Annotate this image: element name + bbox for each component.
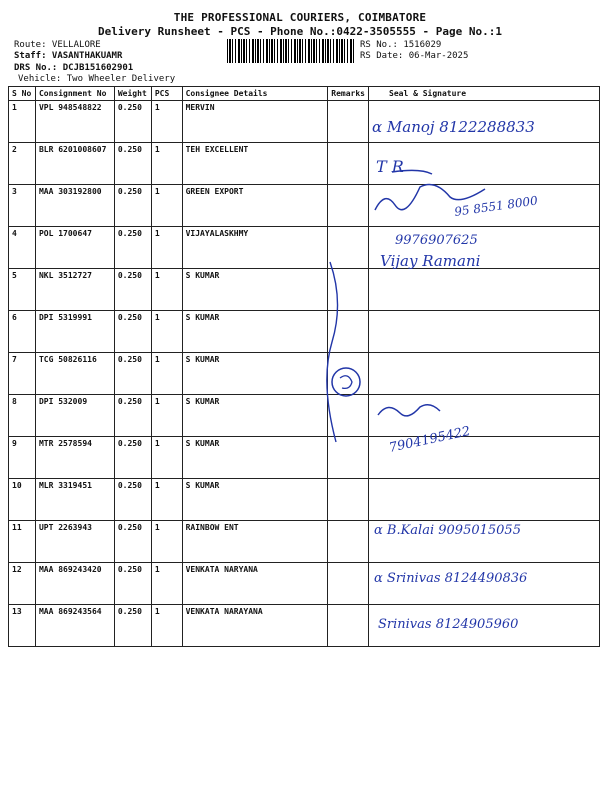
sno-cell: 7 bbox=[9, 353, 36, 395]
col-consignee: Consignee Details bbox=[182, 87, 328, 101]
weight-cell: 0.250 bbox=[114, 143, 151, 185]
remarks-cell bbox=[328, 479, 369, 521]
signature-cell bbox=[369, 437, 600, 479]
runsheet-subtitle: Delivery Runsheet - PCS - Phone No.:0422-3505555 - Page No.:1 bbox=[98, 25, 502, 38]
sno-cell: 12 bbox=[9, 563, 36, 605]
remarks-cell bbox=[328, 311, 369, 353]
pcs-cell: 1 bbox=[151, 437, 182, 479]
weight-cell: 0.250 bbox=[114, 479, 151, 521]
consignment-cell: DPI 5319991 bbox=[35, 311, 114, 353]
consignee-cell: VENKATA NARAYANA bbox=[182, 605, 328, 647]
consignment-cell: MLR 3319451 bbox=[35, 479, 114, 521]
table-header-row bbox=[9, 87, 600, 101]
pcs-cell: 1 bbox=[151, 185, 182, 227]
signature-row-4-name: Vijay Ramani bbox=[380, 252, 481, 270]
weight-cell: 0.250 bbox=[114, 605, 151, 647]
consignment-cell: NKL 3512727 bbox=[35, 269, 114, 311]
route-label: Route: VELLALORE bbox=[14, 40, 101, 50]
table-row bbox=[9, 395, 600, 437]
consignee-cell: RAINBOW ENT bbox=[182, 521, 328, 563]
weight-cell: 0.250 bbox=[114, 437, 151, 479]
signature-row-1: α Manoj 8122288833 bbox=[372, 118, 535, 136]
weight-cell: 0.250 bbox=[114, 185, 151, 227]
signature-cell bbox=[369, 101, 600, 143]
remarks-cell bbox=[328, 521, 369, 563]
sno-cell: 2 bbox=[9, 143, 36, 185]
signature-cell bbox=[369, 353, 600, 395]
weight-cell: 0.250 bbox=[114, 521, 151, 563]
signature-cell bbox=[369, 605, 600, 647]
remarks-cell bbox=[328, 185, 369, 227]
table-row bbox=[9, 353, 600, 395]
table-row bbox=[9, 311, 600, 353]
signature-row-12: α Srinivas 8124490836 bbox=[374, 571, 528, 586]
signature-row-11: α B.Kalai 9095015055 bbox=[374, 523, 521, 538]
pcs-cell: 1 bbox=[151, 311, 182, 353]
signature-row-3: 95 8551 8000 bbox=[453, 193, 539, 219]
signature-cell bbox=[369, 563, 600, 605]
weight-cell: 0.250 bbox=[114, 227, 151, 269]
sno-cell: 5 bbox=[9, 269, 36, 311]
remarks-cell bbox=[328, 101, 369, 143]
signature-cell bbox=[369, 185, 600, 227]
sno-cell: 4 bbox=[9, 227, 36, 269]
table-row bbox=[9, 185, 600, 227]
remarks-cell bbox=[328, 227, 369, 269]
consignment-cell: DPI 532009 bbox=[35, 395, 114, 437]
consignment-cell: MTR 2578594 bbox=[35, 437, 114, 479]
table-row bbox=[9, 563, 600, 605]
consignment-cell: POL 1700647 bbox=[35, 227, 114, 269]
pcs-cell: 1 bbox=[151, 605, 182, 647]
sno-cell: 11 bbox=[9, 521, 36, 563]
col-sno: S No bbox=[9, 87, 36, 101]
pcs-cell: 1 bbox=[151, 227, 182, 269]
table-row bbox=[9, 437, 600, 479]
consignee-cell: S KUMAR bbox=[182, 437, 328, 479]
signature-cell bbox=[369, 521, 600, 563]
col-signature: Seal & Signature bbox=[369, 87, 600, 101]
remarks-cell bbox=[328, 395, 369, 437]
table-row bbox=[9, 101, 600, 143]
weight-cell: 0.250 bbox=[114, 101, 151, 143]
runsheet-table bbox=[8, 86, 600, 647]
consignee-cell: S KUMAR bbox=[182, 479, 328, 521]
consignee-cell: S KUMAR bbox=[182, 269, 328, 311]
weight-cell: 0.250 bbox=[114, 563, 151, 605]
signature-row-4-phone: 9976907625 bbox=[395, 233, 478, 248]
col-weight: Weight bbox=[114, 87, 151, 101]
remarks-cell bbox=[328, 353, 369, 395]
signature-row-13: Srinivas 8124905960 bbox=[378, 617, 519, 632]
signature-row-2: T R bbox=[376, 157, 404, 176]
pcs-cell: 1 bbox=[151, 395, 182, 437]
sno-cell: 1 bbox=[9, 101, 36, 143]
col-consignment: Consignment No bbox=[35, 87, 114, 101]
signature-cell bbox=[369, 311, 600, 353]
pcs-cell: 1 bbox=[151, 353, 182, 395]
col-remarks: Remarks bbox=[328, 87, 369, 101]
remarks-cell bbox=[328, 437, 369, 479]
consignment-cell: BLR 6201008607 bbox=[35, 143, 114, 185]
pcs-cell: 1 bbox=[151, 101, 182, 143]
staff-label: Staff: VASANTHAKUAMR bbox=[14, 51, 123, 61]
consignee-cell: S KUMAR bbox=[182, 395, 328, 437]
sno-cell: 8 bbox=[9, 395, 36, 437]
pcs-cell: 1 bbox=[151, 479, 182, 521]
consignee-cell: MERVIN bbox=[182, 101, 328, 143]
sno-cell: 3 bbox=[9, 185, 36, 227]
remarks-cell bbox=[328, 143, 369, 185]
signature-cell bbox=[369, 395, 600, 437]
consignment-cell: TCG 50826116 bbox=[35, 353, 114, 395]
remarks-cell bbox=[328, 563, 369, 605]
weight-cell: 0.250 bbox=[114, 269, 151, 311]
weight-cell: 0.250 bbox=[114, 311, 151, 353]
weight-cell: 0.250 bbox=[114, 353, 151, 395]
consignee-cell: VIJAYALASKHMY bbox=[182, 227, 328, 269]
consignment-cell: VPL 948548822 bbox=[35, 101, 114, 143]
consignee-cell: TEH EXCELLENT bbox=[182, 143, 328, 185]
weight-cell: 0.250 bbox=[114, 395, 151, 437]
col-pcs: PCS bbox=[151, 87, 182, 101]
consignee-cell: VENKATA NARYANA bbox=[182, 563, 328, 605]
consignment-cell: MAA 869243564 bbox=[35, 605, 114, 647]
consignee-cell: S KUMAR bbox=[182, 353, 328, 395]
consignee-cell: S KUMAR bbox=[182, 311, 328, 353]
pcs-cell: 1 bbox=[151, 563, 182, 605]
sno-cell: 9 bbox=[9, 437, 36, 479]
table-row bbox=[9, 605, 600, 647]
drs-number: DRS No.: DCJB151602901 bbox=[14, 63, 134, 73]
consignment-cell: MAA 869243420 bbox=[35, 563, 114, 605]
sno-cell: 6 bbox=[9, 311, 36, 353]
sno-cell: 13 bbox=[9, 605, 36, 647]
signature-cell bbox=[369, 143, 600, 185]
consignment-cell: UPT 2263943 bbox=[35, 521, 114, 563]
table-row bbox=[9, 479, 600, 521]
table-row bbox=[9, 521, 600, 563]
rs-number: RS No.: 1516029 bbox=[360, 40, 442, 50]
pcs-cell: 1 bbox=[151, 521, 182, 563]
consignment-cell: MAA 303192800 bbox=[35, 185, 114, 227]
sno-cell: 10 bbox=[9, 479, 36, 521]
company-title: THE PROFESSIONAL COURIERS, COIMBATORE bbox=[173, 11, 427, 24]
vehicle-label: Vehicle: Two Wheeler Delivery bbox=[18, 74, 176, 84]
remarks-cell bbox=[328, 605, 369, 647]
remarks-cell bbox=[328, 269, 369, 311]
table-row bbox=[9, 143, 600, 185]
consignee-cell: GREEN EXPORT bbox=[182, 185, 328, 227]
pcs-cell: 1 bbox=[151, 143, 182, 185]
pcs-cell: 1 bbox=[151, 269, 182, 311]
table-row bbox=[9, 227, 600, 269]
barcode bbox=[227, 39, 355, 63]
signature-cell bbox=[369, 269, 600, 311]
signature-cell bbox=[369, 479, 600, 521]
rs-date: RS Date: 06-Mar-2025 bbox=[360, 51, 469, 61]
signature-cell bbox=[369, 227, 600, 269]
signature-row-8: 7904195422 bbox=[387, 424, 472, 456]
table-row bbox=[9, 269, 600, 311]
